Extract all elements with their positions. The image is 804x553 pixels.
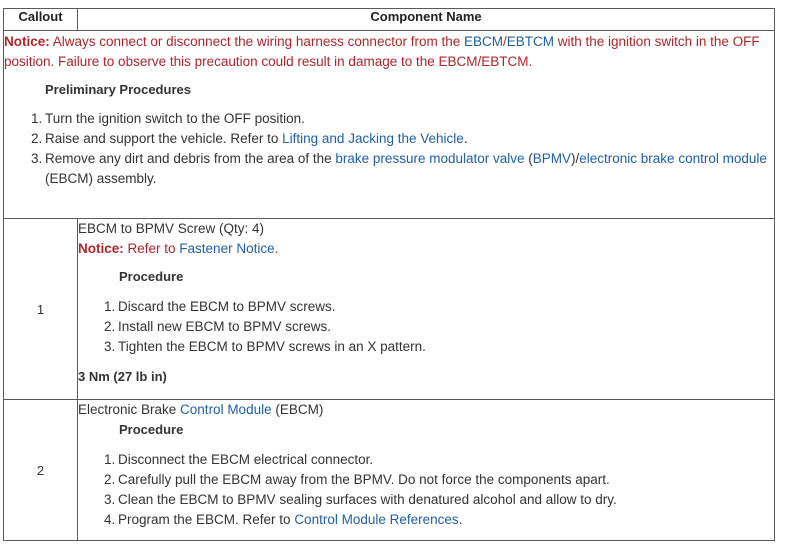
procedure-steps [104,297,774,357]
notice-paragraph [4,32,774,72]
ebcm-link[interactable]: EBCM [463,34,503,49]
notice-cell [4,31,775,219]
table-row [4,400,775,541]
callout-number: 1 [4,219,78,400]
preliminary-step-2: 2. Raise and support the vehicle. Refer to Lifting and Jacking the Vehicle. [31,131,468,146]
component-title: EBCM to BPMV Screw (Qty: 4) [78,221,265,236]
procedure-step: 1. Discard the EBCM to BPMV screws. [104,299,336,314]
preliminary-step-3: 3. Remove any dirt and debris from the area of the brake pressure modulator valve (BPMV)/electronic brake control module (EBCM) assembly. [31,151,767,186]
control-module-references-link[interactable]: Control Module References [294,512,459,527]
procedure-heading: Procedure [119,269,184,284]
preliminary-heading: Preliminary Procedures [45,82,191,97]
procedure-heading: Procedure [119,422,184,437]
component-table [3,8,775,541]
ebcm-full-link[interactable]: electronic brake control module [579,151,767,166]
preliminary-steps [31,109,774,189]
callout-number: 2 [4,400,78,541]
lifting-jacking-link[interactable]: Lifting and Jacking the Vehicle [282,131,464,146]
notice-label: Notice: [4,34,50,49]
procedure-steps [104,450,774,530]
procedure-step: 3. Clean the EBCM to BPMV sealing surfaces with denatured alcohol and allow to dry. [104,492,617,507]
procedure-step: 2. Install new EBCM to BPMV screws. [104,319,332,334]
component-title: Electronic Brake Control Module (EBCM) [78,402,324,417]
ebtcm-link[interactable]: EBTCM [506,34,555,49]
bpmv-link[interactable]: BPMV [532,151,572,166]
procedure-step: 4. Program the EBCM. Refer to Control Module References. [104,512,463,527]
notice-text-1: Always connect or disconnect the wiring harness connector from the [49,34,464,49]
notice-row [4,31,775,219]
fastener-notice-link[interactable]: Fastener Notice [179,241,275,256]
component-cell [78,219,775,400]
callout-header: Callout [4,9,78,31]
notice-text-2: with the ignition switch in the OFF position. Failure to observe this precaution could result in damage to the EBCM/EBTCM. [4,34,760,69]
component-header: Component Name [78,9,775,31]
procedure-step: 2. Carefully pull the EBCM away from the BPMV. Do not force the components apart. [104,472,610,487]
row-notice: Notice: Refer to Fastener Notice. [78,241,279,256]
control-module-link[interactable]: Control Module [180,402,272,417]
header-row [4,9,775,31]
component-cell [78,400,775,541]
row-notice-label: Notice: [78,241,124,256]
bpmv-full-link[interactable]: brake pressure modulator valve [335,151,525,166]
procedure-step: 1. Disconnect the EBCM electrical connector. [104,452,374,467]
table-row [4,219,775,400]
preliminary-step-1: 1. Turn the ignition switch to the OFF position. [31,111,305,126]
torque-spec: 3 Nm (27 lb in) [78,369,167,384]
procedure-step: 3. Tighten the EBCM to BPMV screws in an X pattern. [104,339,426,354]
notice-slash: / [503,34,507,49]
